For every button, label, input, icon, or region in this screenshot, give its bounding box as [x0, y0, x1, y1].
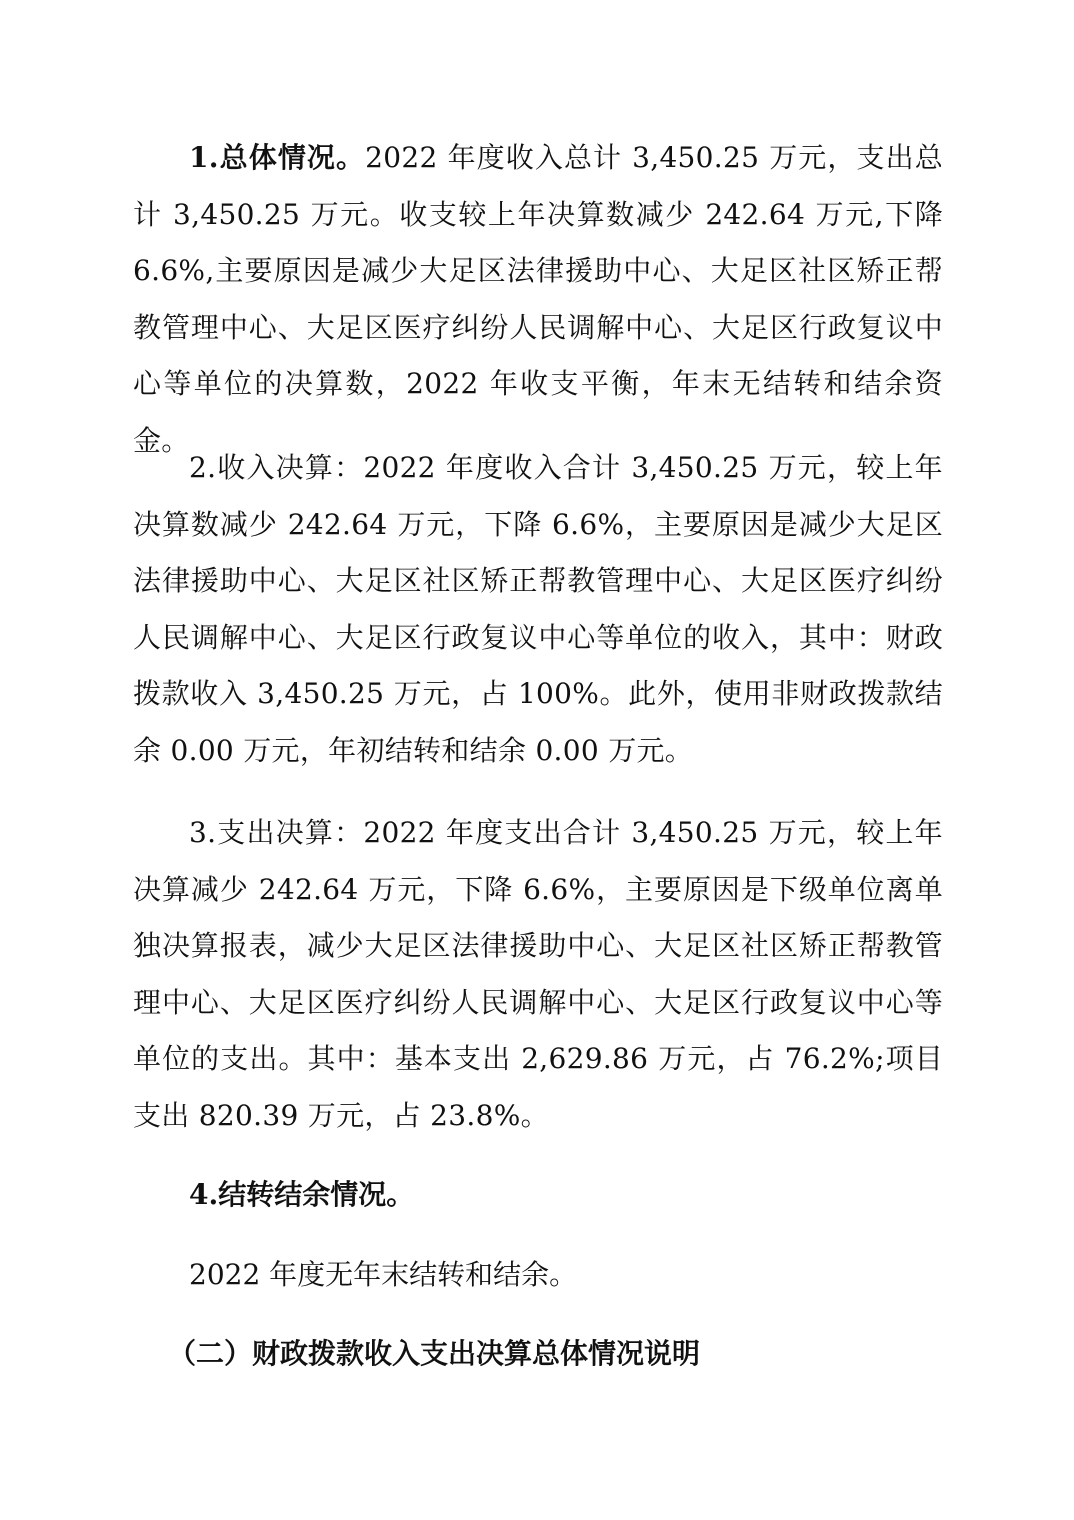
section-heading: （二）财政拨款收入支出决算总体情况说明 [168, 1337, 701, 1370]
paragraph-income [133, 440, 943, 779]
paragraph-overall-text: 2022 年度收入总计 3,450.25 万元，支出总计 3,450.25 万元。收支较上年决算数减少 242.64 万元,下降 6.6%,主要原因是减少大足区法律援助中心、大足区社区矫正帮教管理中心、大足区医疗纠纷人民调解中心、大足区行政复议中心等单位的决算数，2022 年收支平衡，年末无结转和结余资金。 [133, 141, 943, 457]
paragraph-expenditure [133, 805, 943, 1144]
paragraph-carryover: 2022 年度无年末结转和结余。 [189, 1258, 578, 1291]
paragraph-expenditure-text: 3.支出决算：2022 年度支出合计 3,450.25 万元，较上年决算减少 242.64 万元，下降 6.6%，主要原因是下级单位离单独决算报表，减少大足区法律援助中心、大足区社区矫正帮教管理中心、大足区医疗纠纷人民调解中心、大足区行政复议中心等单位的支出。其中：基本支出 2,629.86 万元，占 76.2%;项目支出 820.39 万元，占 23.8%。 [133, 816, 943, 1132]
heading-carryover: 4.结转结余情况。 [189, 1178, 415, 1211]
paragraph-overall-lead: 1.总体情况。 [189, 141, 366, 174]
paragraph-overall [133, 130, 943, 469]
paragraph-income-text: 2.收入决算：2022 年度收入合计 3,450.25 万元，较上年决算数减少 242.64 万元，下降 6.6%，主要原因是减少大足区法律援助中心、大足区社区矫正帮教管理中心、大足区医疗纠纷人民调解中心、大足区行政复议中心等单位的收入，其中：财政拨款收入 3,450.25 万元，占 100%。此外，使用非财政拨款结余 0.00 万元，年初结转和结余 0.00 万元。 [133, 451, 943, 767]
